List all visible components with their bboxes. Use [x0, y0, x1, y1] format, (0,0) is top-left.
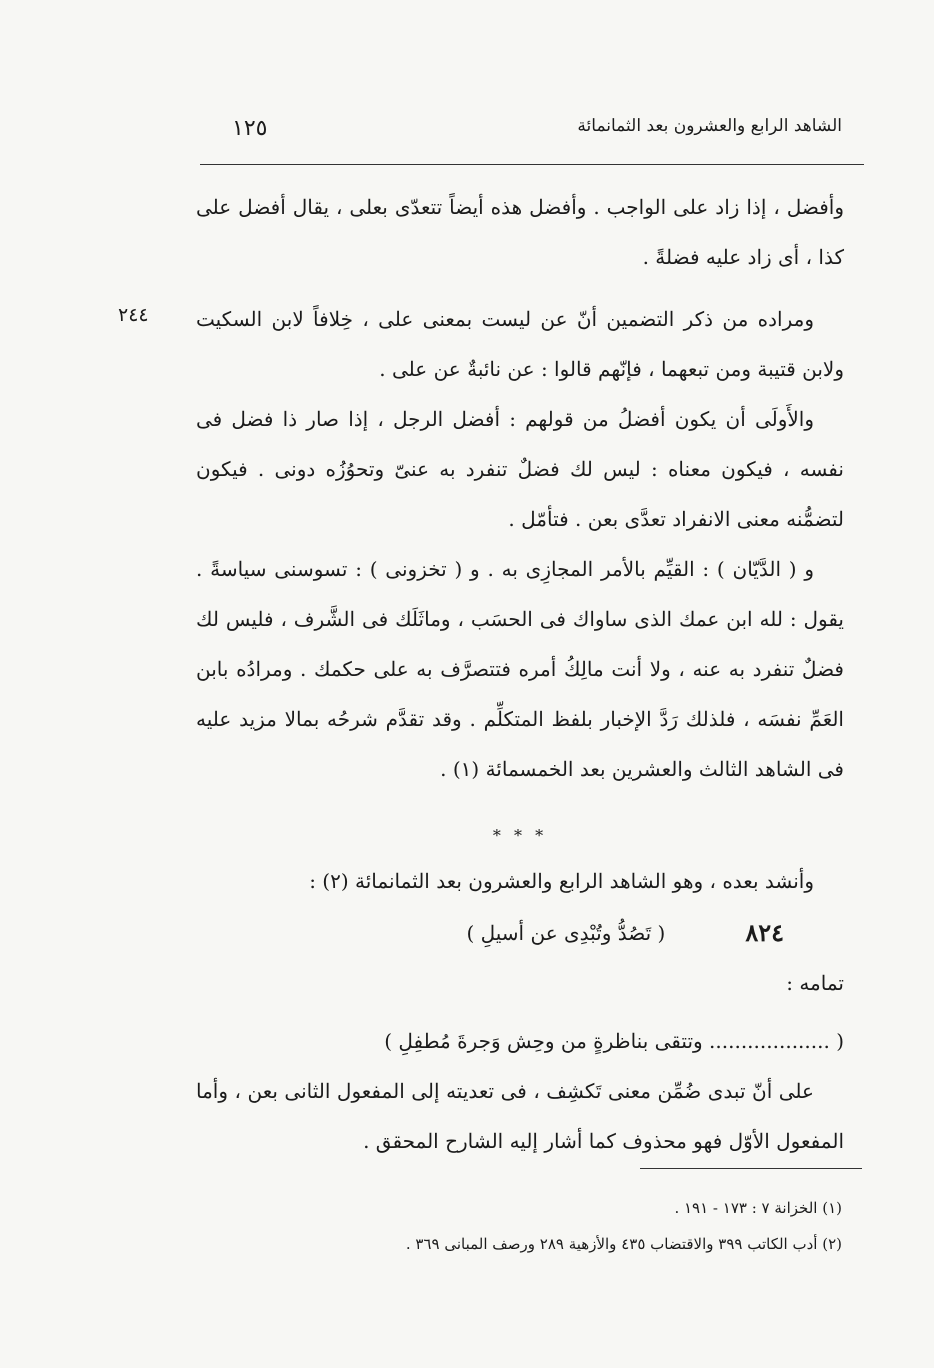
footnotes	[202, 1190, 842, 1262]
footnote: (٢) أدب الكاتب ٣٩٩ والاقتضاب ٤٣٥ والأزهية ٢٨٩ ورصف المبانى ٣٦٩ .	[405, 1235, 842, 1253]
intro-line: وأنشد بعده ، وهو الشاهد الرابع والعشرون بعد الثمانمائة (٢) :	[309, 869, 814, 893]
explanation-paragraph: على أنّ تبدى ضُمِّن معنى تَكشِف ، فى تعديته إلى المفعول الثانى بعن ، وأما المفعول الأوّل فهو محذوف كما أشار إليه الشارح المحقق .	[196, 1079, 844, 1153]
running-title: الشاهد الرابع والعشرون بعد الثمانمائة	[577, 116, 842, 136]
completion-label: تمامه :	[786, 971, 844, 995]
paragraph: و ( الدَّيّان ) : القيِّم بالأمر المجازِى به . و ( تخزونى ) : تسوسنى سياسةً . يقول : لله ابن عمك الذى ساواك فى الحسَب ، وماثَلَك فى الشَّرف ، فليس لك فضلٌ تنفرد به عنه ، ولا أنت مالِكُ أمره فتتصرَّف به على حكمك . ومرادُه بابن العَمِّ نفسَه ، فلذلك رَدَّ الإخبار بلفظ المتكلِّم . وقد تقدَّم شرحُه بمالا مزيد عليه فى الشاهد الثالث والعشرين بعد الخمسمائة (١) .	[196, 557, 844, 781]
verse-full: ( ................... وتتقى بناظرةٍ من وحِش وَجرةَ مُطفِلِ )	[384, 1029, 844, 1053]
page-number: ١٢٥	[232, 116, 268, 141]
footnote-rule	[640, 1168, 862, 1169]
paragraph: والأَولَى أن يكون أفضلُ من قولهم : أفضل الرجل ، إذا صار ذا فضل فى نفسه ، فيكون معناه : ليس لك فضلٌ تنفرد به عنىّ وتحوُزُه دونى . فيكون لتضمُّنه معنى الانفراد تعدَّى بعن . فتأمّل .	[196, 407, 844, 531]
verse-heading	[196, 908, 844, 958]
paragraph: ومراده من ذكر التضمين أنّ عن ليست بمعنى على ، خِلافاً لابن السكيت ولابن قتيبة ومن تبعهما ، فإنّهم قالوا : عن نائبةٌ عن على .	[196, 307, 844, 381]
paragraph: وأفضل ، إذا زاد على الواجب . وأفضل هذه أيضاً تتعدّى بعلى ، يقال أفضل على كذا ، أى زاد عليه فضلةً .	[196, 195, 844, 269]
footnote: (١) الخزانة ٧ : ١٧٣ - ١٩١ .	[674, 1199, 842, 1217]
section-separator: * * *	[492, 826, 548, 845]
main-text	[196, 182, 844, 1166]
verse-number: ٨٢٤	[745, 918, 784, 947]
header-rule	[200, 164, 864, 165]
verse-half: ( تَصُدُّ وتُبْدِى عن أسيلِ )	[466, 921, 666, 945]
margin-reference-number: ٢٤٤	[118, 304, 149, 326]
